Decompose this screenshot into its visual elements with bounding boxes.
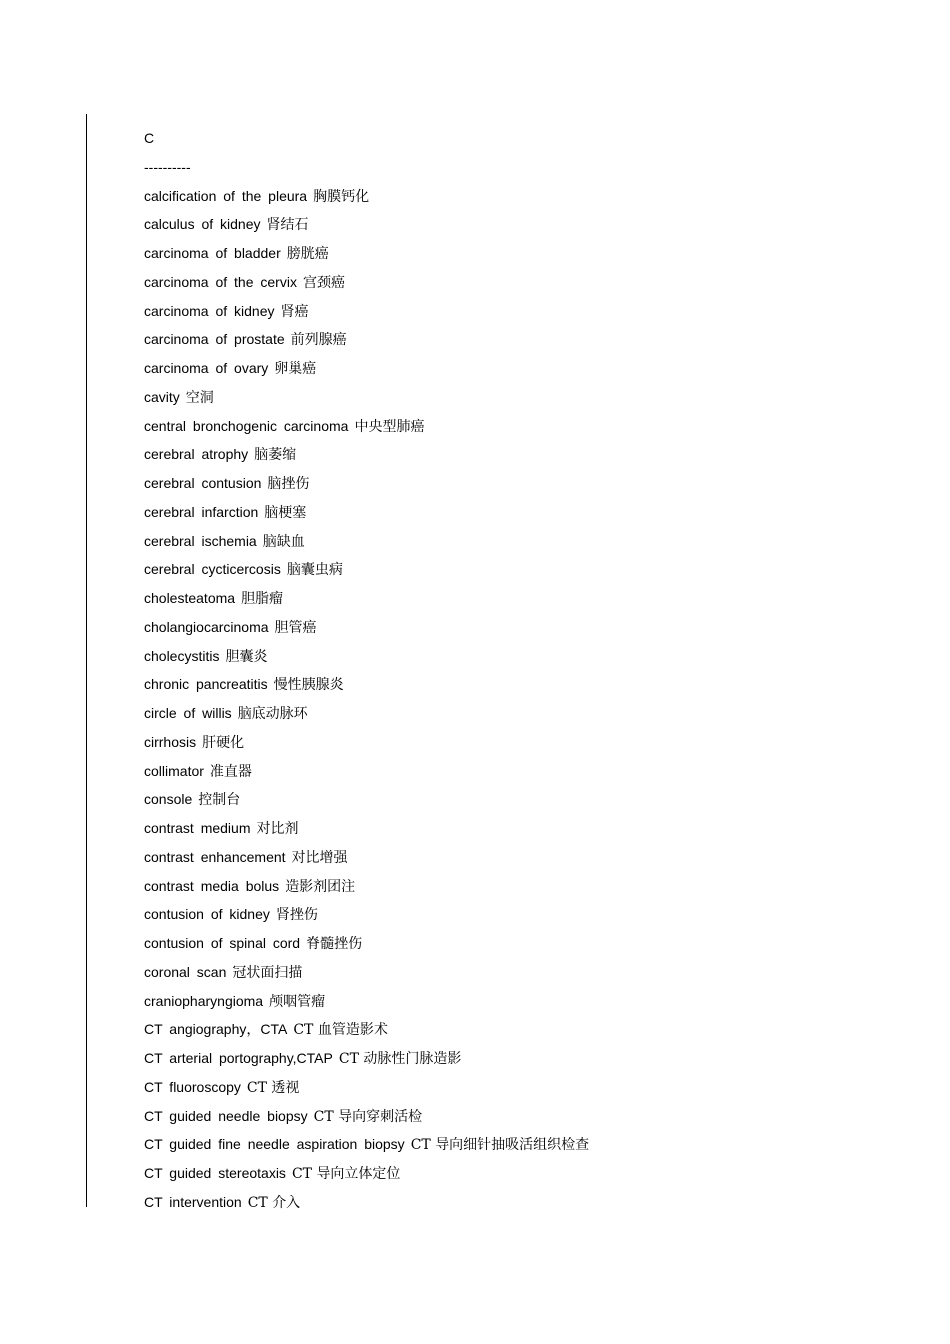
glossary-entry <box>144 325 589 354</box>
glossary-entry <box>144 383 589 412</box>
english-term: CT guided needle biopsy <box>144 1107 308 1124</box>
english-term: contrast media bolus <box>144 877 280 894</box>
chinese-term: 脑挫伤 <box>267 476 310 492</box>
glossary-entry <box>144 900 589 929</box>
glossary-entry <box>144 958 589 987</box>
glossary-entry <box>144 785 589 814</box>
english-term: carcinoma of bladder <box>144 245 281 261</box>
english-term: CT angiography，CTA <box>144 1021 288 1038</box>
glossary-entry <box>144 613 589 642</box>
english-term: cholecystitis <box>144 647 220 664</box>
english-term: contrast medium <box>144 820 251 836</box>
glossary-entry <box>144 297 589 326</box>
chinese-term: 控制台 <box>198 792 241 809</box>
english-term: central bronchogenic carcinoma <box>144 417 349 434</box>
glossary-entry <box>144 670 589 699</box>
glossary-entry <box>144 354 589 383</box>
english-term: CT fluoroscopy <box>144 1078 241 1095</box>
chinese-term: 胆脂瘤 <box>241 591 284 607</box>
glossary-entry <box>144 268 589 297</box>
chinese-term: 脑萎缩 <box>254 447 297 464</box>
english-term: CT guided fine needle aspiration biopsy <box>144 1136 405 1153</box>
glossary-entry <box>144 1159 589 1188</box>
english-term: circle of willis <box>144 705 232 721</box>
english-term: collimator <box>144 762 204 779</box>
english-term: console <box>144 791 193 808</box>
chinese-term: 颅咽管瘤 <box>269 993 326 1010</box>
chinese-term: 膀胱癌 <box>286 246 329 262</box>
chinese-term: 脑底动脉环 <box>237 706 308 722</box>
chinese-term: CT 透视 <box>246 1079 300 1096</box>
chinese-term: CT 血管造影术 <box>293 1022 388 1039</box>
glossary-entry <box>144 1188 589 1217</box>
glossary-entry <box>144 1130 589 1159</box>
english-term: cerebral contusion <box>144 475 262 491</box>
english-term: calcification of the pleura <box>144 187 308 204</box>
glossary-entry <box>144 1073 589 1102</box>
english-term: cerebral infarction <box>144 503 259 520</box>
english-term: calculus of kidney <box>144 216 261 233</box>
glossary-entry <box>144 872 589 901</box>
chinese-term: CT 动脉性门脉造影 <box>338 1051 462 1067</box>
chinese-term: 肾挫伤 <box>275 907 318 924</box>
page-margin-rule <box>86 114 87 1207</box>
chinese-term: 空洞 <box>185 389 214 406</box>
english-term: coronal scan <box>144 963 227 980</box>
glossary-entry <box>144 469 589 498</box>
english-term: cavity <box>144 388 180 405</box>
chinese-term: 冠状面扫描 <box>232 964 303 981</box>
english-term: cerebral ischemia <box>144 532 257 549</box>
section-letter: C <box>144 130 155 146</box>
chinese-term: CT 导向穿刺活检 <box>313 1108 423 1125</box>
chinese-term: CT 导向立体定位 <box>291 1166 401 1182</box>
chinese-term: 卵巢癌 <box>274 361 317 377</box>
english-term: contrast enhancement <box>144 848 286 865</box>
glossary-list <box>144 124 589 1217</box>
glossary-entry <box>144 239 589 268</box>
chinese-term: 宫颈癌 <box>302 274 345 291</box>
english-term: cholangiocarcinoma <box>144 618 269 635</box>
chinese-term: 准直器 <box>209 763 252 780</box>
chinese-term: 脑缺血 <box>262 533 305 550</box>
glossary-entry <box>144 987 589 1016</box>
english-term: cerebral cycticercosis <box>144 561 281 578</box>
glossary-entry <box>144 728 589 757</box>
english-term: CT intervention <box>144 1193 242 1210</box>
chinese-term: 肝硬化 <box>202 734 245 751</box>
english-term: contusion of kidney <box>144 906 270 923</box>
chinese-term: 脑囊虫病 <box>286 562 343 579</box>
english-term: carcinoma of kidney <box>144 302 275 319</box>
glossary-entry <box>144 440 589 469</box>
english-term: contusion of spinal cord <box>144 935 301 951</box>
chinese-term: 肾结石 <box>266 217 309 234</box>
glossary-entry <box>144 498 589 527</box>
english-term: cirrhosis <box>144 733 197 750</box>
glossary-entry <box>144 555 589 584</box>
english-term: carcinoma of ovary <box>144 360 269 376</box>
glossary-entry <box>144 699 589 728</box>
glossary-entry <box>144 642 589 671</box>
english-term: craniopharyngioma <box>144 992 264 1009</box>
english-term: CT guided stereotaxis <box>144 1165 286 1181</box>
chinese-term: 脑梗塞 <box>264 504 307 521</box>
chinese-term: 肾癌 <box>280 303 309 320</box>
chinese-term: 胸膜钙化 <box>313 188 370 205</box>
chinese-term: 胆囊炎 <box>225 648 268 665</box>
english-term: chronic pancreatitis <box>144 676 268 693</box>
glossary-entry <box>144 1102 589 1131</box>
english-term: CT arterial portography,CTAP <box>144 1050 333 1066</box>
section-separator: ---------- <box>144 158 191 175</box>
glossary-entry <box>144 929 589 958</box>
chinese-term: 前列腺癌 <box>290 332 347 349</box>
glossary-entry <box>144 1015 589 1044</box>
chinese-term: 对比增强 <box>291 849 348 866</box>
english-term: cerebral atrophy <box>144 446 249 463</box>
chinese-term: 造影剂团注 <box>285 878 356 895</box>
chinese-term: 慢性胰腺炎 <box>273 677 344 694</box>
chinese-term: 胆管癌 <box>274 619 317 636</box>
chinese-term: CT 介入 <box>247 1194 301 1211</box>
chinese-term: 脊髓挫伤 <box>306 936 363 952</box>
english-term: cholesteatoma <box>144 590 236 606</box>
english-term: carcinoma of prostate <box>144 331 285 348</box>
glossary-entry <box>144 527 589 556</box>
glossary-entry <box>144 1044 589 1073</box>
glossary-entry <box>144 210 589 239</box>
glossary-entry <box>144 814 589 843</box>
chinese-term: 中央型肺癌 <box>354 418 425 435</box>
glossary-entry <box>144 412 589 441</box>
english-term: carcinoma of the cervix <box>144 273 297 290</box>
chinese-term: CT 导向细针抽吸活组织检查 <box>410 1137 590 1154</box>
glossary-entry <box>144 182 589 211</box>
glossary-entry <box>144 757 589 786</box>
chinese-term: 对比剂 <box>256 821 299 837</box>
glossary-entry <box>144 843 589 872</box>
glossary-entry <box>144 584 589 613</box>
